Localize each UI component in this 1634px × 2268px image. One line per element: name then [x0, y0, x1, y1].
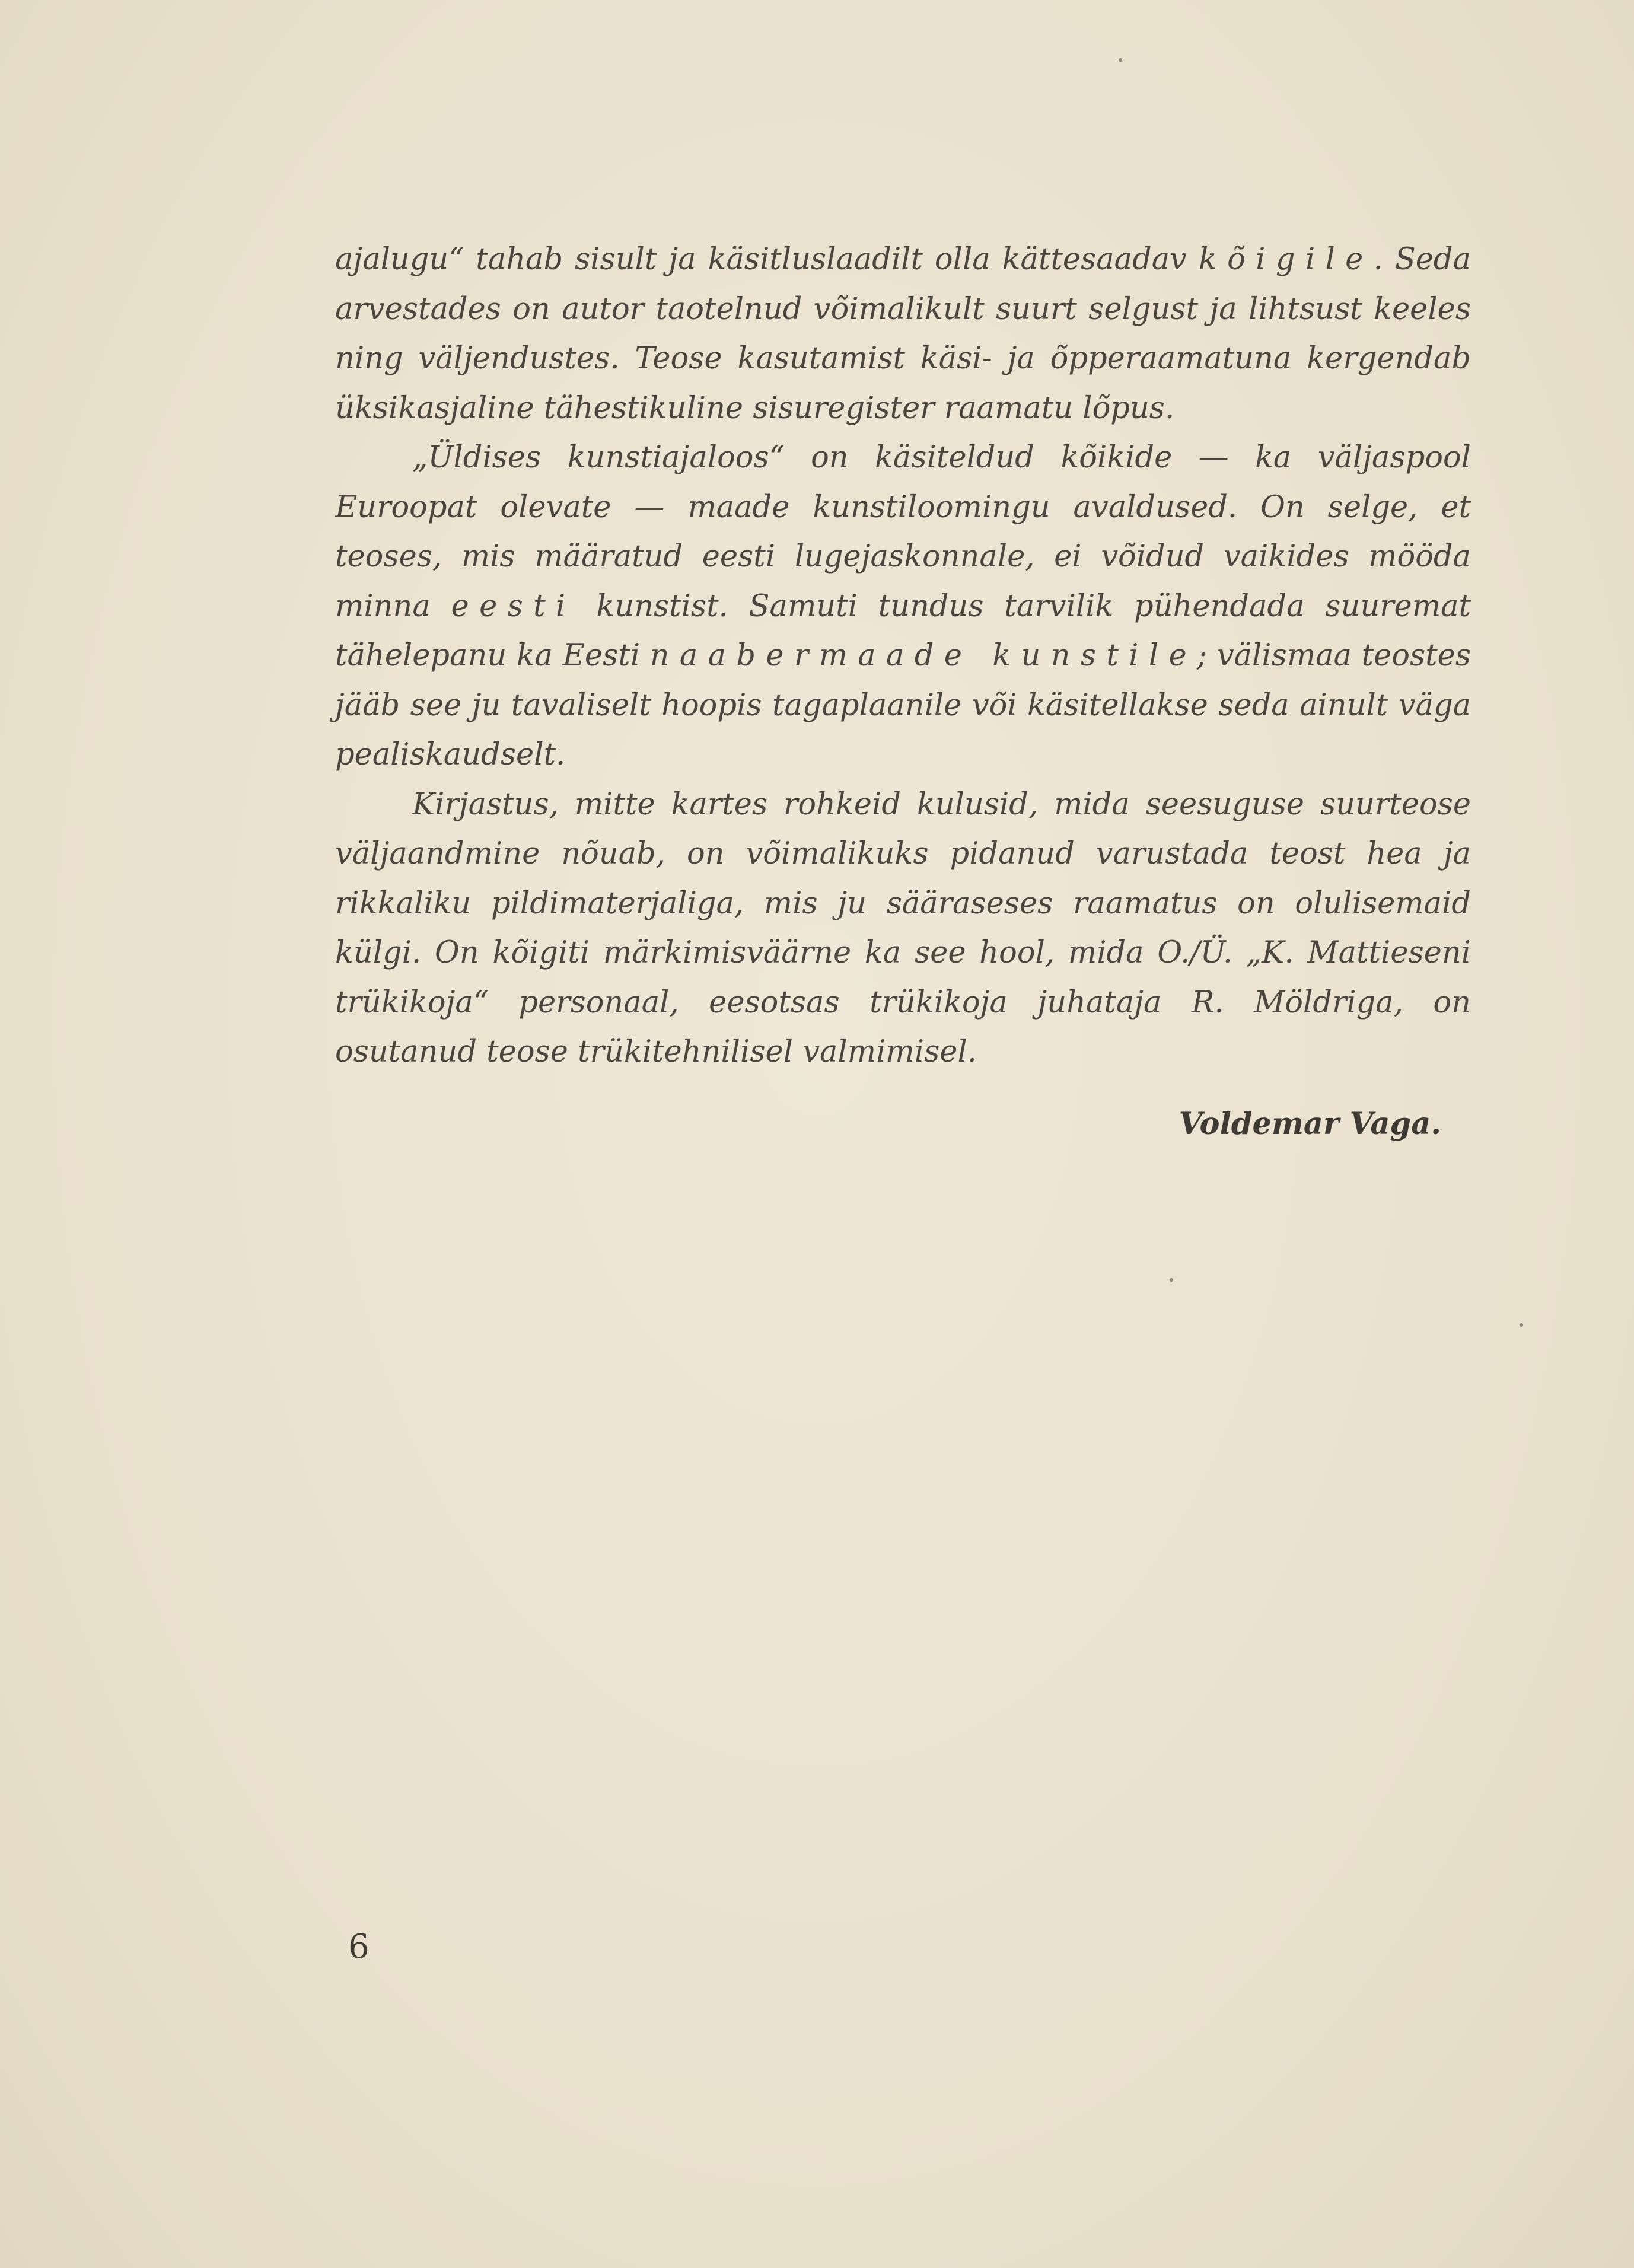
author-signature: Voldemar Vaga.	[1178, 1106, 1441, 1142]
spaced-emphasis: naabermaade kunstile	[649, 638, 1197, 673]
paper-speck	[1119, 58, 1122, 62]
text-segment: ; välismaa teostes jääb see ju tavaliselt hoopis tagaplaanile või käsitellakse seda ainult väga pealiskaudselt.	[335, 638, 1471, 772]
spaced-emphasis: kõigile	[1198, 242, 1374, 277]
paper-speck	[1520, 1323, 1523, 1327]
paragraph-1	[335, 235, 1471, 433]
text-segment: Kirjastus, mitte kartes rohkeid kulusid, mida seesuguse suurteose väljaandmine nõuab, on võimalikuks pidanud varustada teost hea ja rikkaliku pildimaterjaliga, mis ju sääraseses raamatus on olulisemaid külgi. On kõigiti märkimisväärne ka see hool, mida O./Ü. „K. Mattieseni trükikoja“ personaal, eesotsas trükikoja juhataja R. Möldriga, on osutanud teose trükitehnilisel valmimisel.	[335, 786, 1471, 1069]
paragraph-3	[335, 780, 1471, 1077]
text-segment: kunstist. Samuti tundus tarvilik pühendada suuremat tähelepanu ka Eesti	[335, 588, 1471, 673]
paper-speck	[1170, 1278, 1173, 1282]
spaced-emphasis: eesti	[451, 588, 576, 624]
text-segment: ajalugu“ tahab sisult ja käsitluslaadilt olla kättesaadav	[335, 242, 1199, 277]
text-segment: „Üldises kunstiajaloos“ on käsiteldud kõikide — ka väljaspool Euroopat olevate — maade kunstiloomingu avaldused. On selge, et teoses, mis määratud eesti lugejaskonnale, ei võidud vaikides mööda minna	[335, 440, 1471, 624]
body-text	[335, 235, 1471, 1077]
paragraph-2	[335, 433, 1471, 780]
text-segment: . Seda arvestades on autor taotelnud võimalikult suurt selgust ja lihtsust keeles ning väljendustes. Teose kasutamist käsi- ja õpperaamatuna kergendab üksikasjaline tähestikuline sisuregister raamatu lõpus.	[335, 242, 1471, 426]
page-number: 6	[348, 1928, 370, 1966]
